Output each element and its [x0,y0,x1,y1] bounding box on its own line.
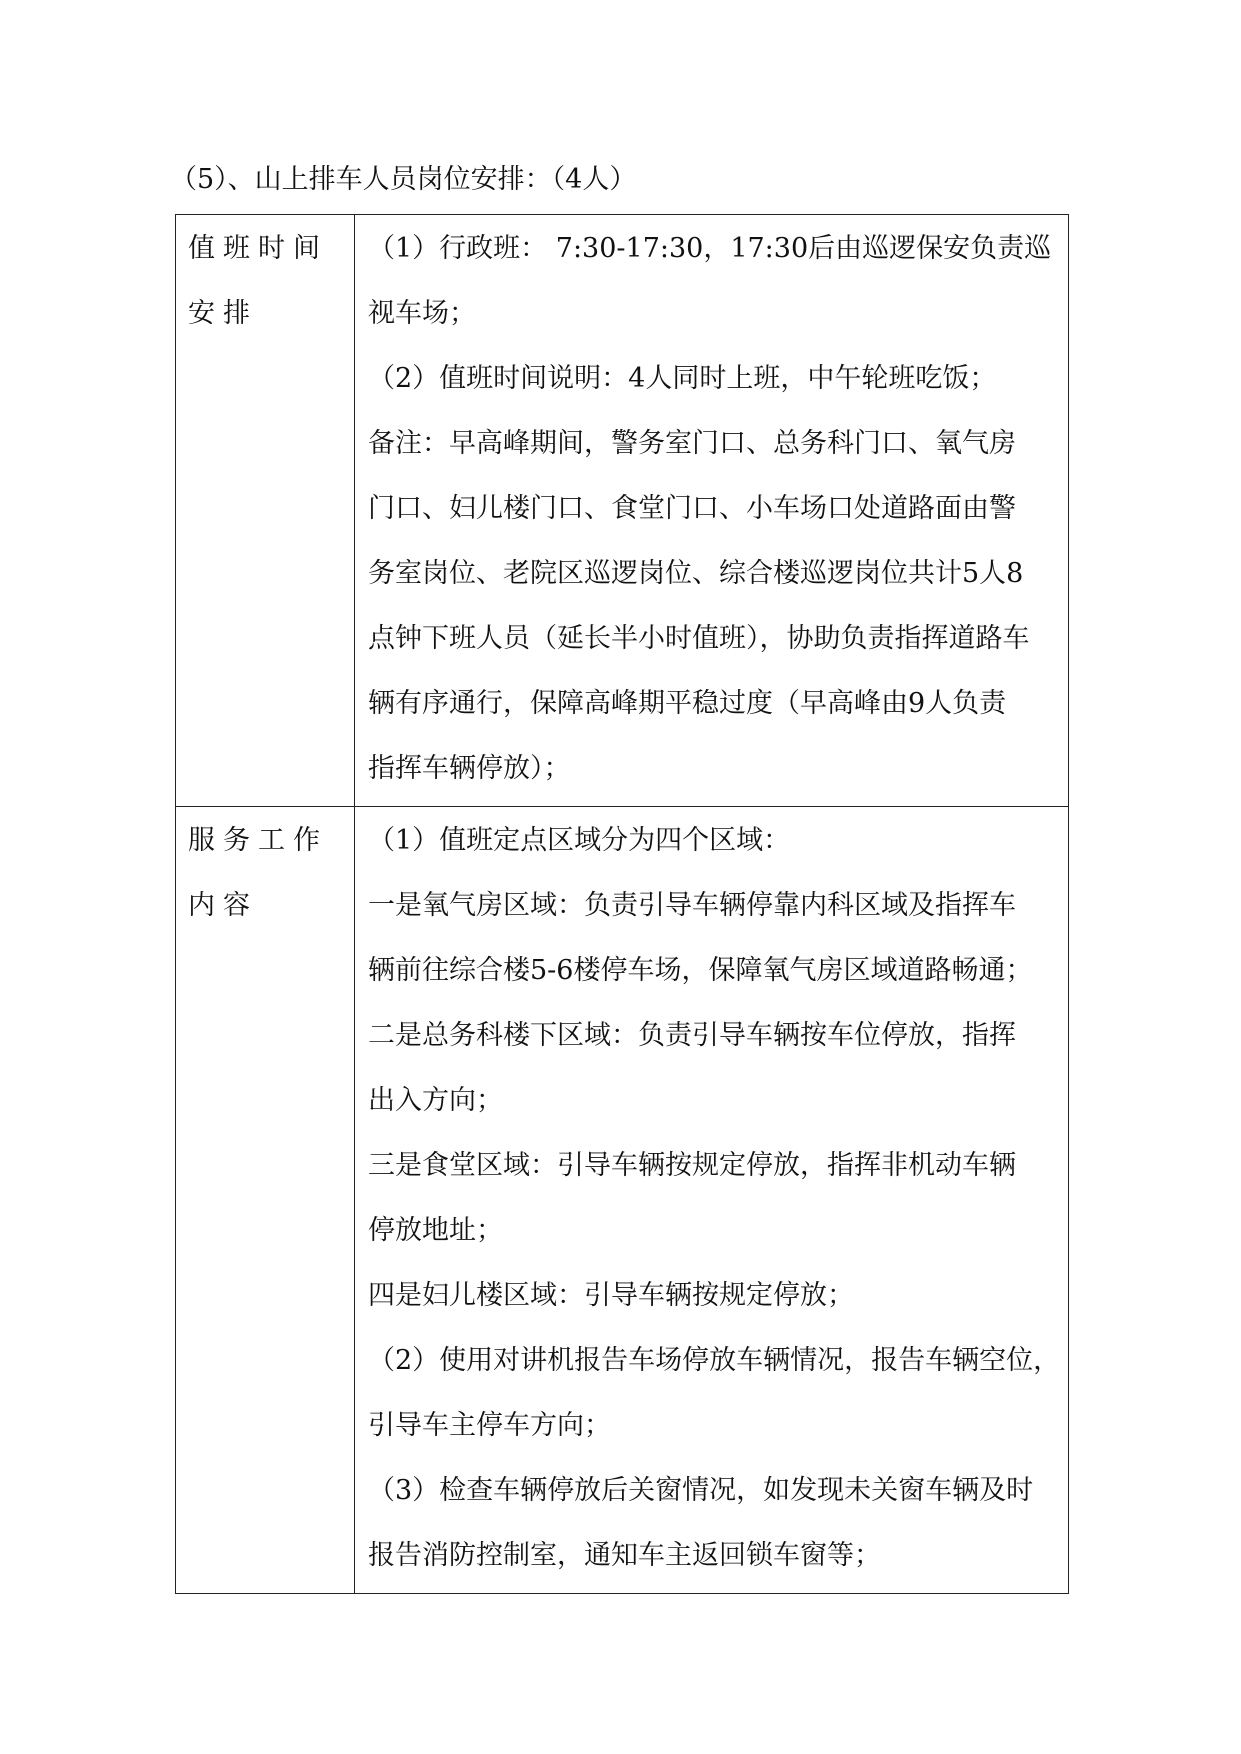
row-label-line: 安排 [188,298,258,329]
content-line: 备注：早高峰期间，警务室门口、总务科门口、氧气房 [368,428,1016,459]
content-line: 引导车主停车方向； [368,1410,611,1441]
content-line: （3）检查车辆停放后关窗情况，如发现未关窗车辆及时 [368,1475,1034,1506]
content-line: 报告消防控制室，通知车主返回锁车窗等； [368,1540,881,1571]
content-line: 指挥车辆停放）； [368,753,571,784]
duty-schedule-table [175,214,1069,1594]
content-line: 门口、妇儿楼门口、食堂门口、小车场口处道路面由警 [368,493,1016,524]
table-row [176,807,1069,1594]
row-label [176,215,355,807]
content-line: 辆前往综合楼5-6楼停车场，保障氧气房区域道路畅通； [368,955,1033,986]
row-content [355,215,1069,807]
row-label-line: 服务工作 [188,825,328,856]
content-line: 四是妇儿楼区域：引导车辆按规定停放； [368,1280,854,1311]
content-line: （1）行政班： 7:30-17:30，17:30后由巡逻保安负责巡 [368,233,1052,264]
content-line: 视车场； [368,298,476,329]
row-label-line: 内容 [188,890,258,921]
content-line: 辆有序通行，保障高峰期平稳过度（早高峰由9人负责 [368,688,1007,719]
row-content [355,807,1069,1594]
content-line: 三是食堂区域：引导车辆按规定停放，指挥非机动车辆 [368,1150,1016,1181]
content-line: 务室岗位、老院区巡逻岗位、综合楼巡逻岗位共计5人8 [368,558,1024,589]
table-row [176,215,1069,807]
content-line: 出入方向； [368,1085,503,1116]
content-line: 停放地址； [368,1215,503,1246]
row-label [176,807,355,1594]
section-heading: （5）、山上排车人员岗位安排：（4人） [170,164,637,195]
content-line: 二是总务科楼下区域：负责引导车辆按车位停放，指挥 [368,1020,1016,1051]
content-line: 一是氧气房区域：负责引导车辆停靠内科区域及指挥车 [368,890,1016,921]
content-line: （2）值班时间说明：4人同时上班，中午轮班吃饭； [368,363,997,394]
content-line: （2）使用对讲机报告车场停放车辆情况，报告车辆空位， [368,1345,1061,1376]
content-line: 点钟下班人员（延长半小时值班），协助负责指挥道路车 [368,623,1030,654]
content-line: （1）值班定点区域分为四个区域： [368,825,791,856]
row-label-line: 值班时间 [188,233,328,264]
